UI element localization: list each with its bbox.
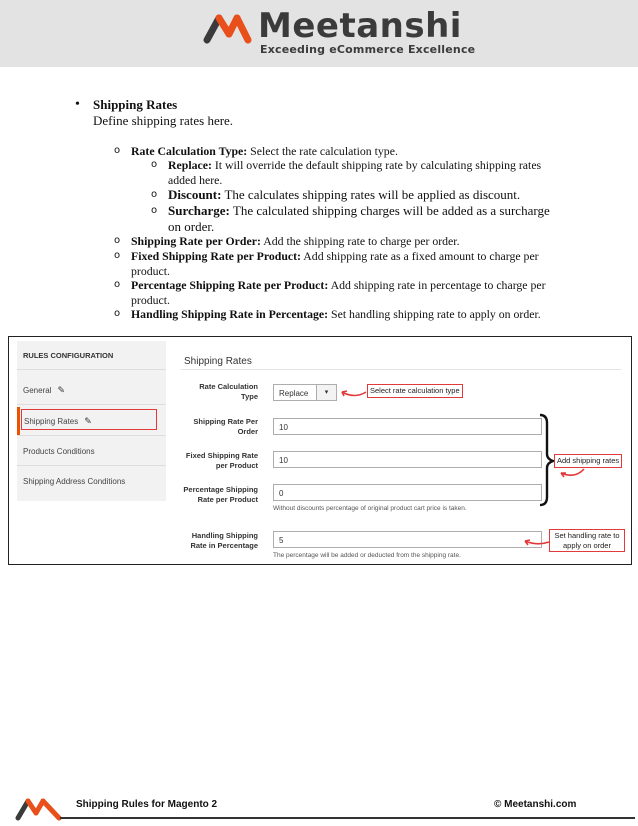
item-label: Percentage Shipping Rate per Product: [131, 278, 329, 292]
brand-name: Meetanshi [258, 6, 462, 46]
list-item-shipping-rate-per-order [114, 234, 460, 249]
pencil-icon: ✎ [84, 417, 92, 427]
arrow-select-type [342, 392, 366, 396]
list-item-replace [151, 158, 542, 187]
arrow-add-rates [561, 469, 584, 475]
label-line: Percentage Shipping [183, 485, 258, 494]
footer-copyright: © Meetanshi.com [494, 799, 577, 810]
item-text: Select the rate calculation type. [247, 144, 398, 158]
callout-handling [549, 529, 625, 552]
select-value: Replace [279, 389, 309, 398]
item-label: Rate Calculation Type: [131, 144, 248, 158]
sidebar-item-label: Shipping Rates [24, 417, 79, 426]
circle-bullet-icon: o [114, 145, 121, 156]
annotation-overlay [9, 337, 631, 564]
item-label: Replace: [168, 158, 212, 172]
section-bullet: • [75, 97, 80, 112]
circle-bullet-icon: o [114, 308, 121, 319]
fixed-shipping-rate-input[interactable]: 10 [273, 451, 542, 468]
item-text-wrap: product. [131, 292, 170, 307]
list-item-handling-shipping-rate [114, 307, 541, 322]
section-title: Shipping Rates [93, 97, 178, 112]
square-bullet-icon: o [151, 189, 158, 200]
label-line: Fixed Shipping Rate [185, 451, 258, 460]
percentage-note: Without discounts percentage of original product cart price is taken. [273, 505, 467, 512]
list-item-rate-calculation-type [114, 144, 398, 159]
item-label: Handling Shipping Rate in Percentage: [131, 307, 329, 321]
percentage-shipping-rate-input[interactable]: 0 [273, 484, 542, 501]
callout-select-type: Select rate calculation type [367, 384, 463, 398]
pencil-icon: ✎ [57, 386, 66, 396]
arrow-handling [525, 541, 549, 544]
label-line: Rate Calculation [199, 382, 258, 391]
item-text: The calculates shipping rates will be applied as discount. [221, 187, 521, 202]
callout-line: Set handling rate to [554, 531, 620, 540]
sidebar-item-products-conditions[interactable]: Products Conditions [23, 447, 95, 456]
label-line: per Product [215, 461, 258, 470]
label-line: Rate per Product [197, 495, 258, 504]
item-text-wrap: product. [131, 263, 170, 278]
handling-rate-input[interactable]: 5 [273, 531, 542, 548]
handling-note: The percentage will be added or deducted from the shipping rate. [273, 552, 461, 559]
item-text: Add shipping rate as a fixed amount to charge per [300, 249, 539, 263]
label-line: Handling Shipping [191, 531, 258, 540]
brand-tagline: Exceeding eCommerce Excellence [260, 43, 476, 56]
label-line: Rate in Percentage [190, 541, 258, 550]
item-label: Discount: [168, 187, 222, 202]
callout-line: apply on order [563, 540, 611, 550]
item-label: Fixed Shipping Rate per Product: [131, 249, 301, 263]
item-label: Shipping Rate per Order: [131, 234, 261, 248]
callout-add-rates: Add shipping rates [554, 454, 622, 468]
sidebar-item-shipping-address-conditions[interactable]: Shipping Address Conditions [23, 477, 126, 486]
footer-document-title: Shipping Rules for Magento 2 [76, 799, 218, 810]
item-text: It will override the default shipping rate by calculating shipping rates [211, 158, 542, 172]
list-item-percentage-shipping-rate [114, 278, 546, 307]
square-bullet-icon: o [151, 159, 158, 170]
brace-add-rates [540, 415, 553, 505]
admin-screenshot [8, 336, 632, 565]
list-item-discount [151, 187, 521, 203]
item-text: Add the shipping rate to charge per order. [260, 234, 460, 248]
label-line: Shipping Rate Per [193, 417, 258, 426]
circle-bullet-icon: o [114, 279, 121, 290]
sidebar-heading: RULES CONFIGURATION [23, 351, 114, 360]
list-item-surcharge [151, 203, 550, 235]
item-text-wrap: added here. [168, 172, 223, 187]
footer-logo-icon [15, 797, 63, 821]
item-text-wrap: on order. [168, 219, 215, 234]
item-text: Set handling shipping rate to apply on order. [328, 307, 541, 321]
chevron-down-icon: ▾ [316, 385, 336, 400]
sidebar-item-label: General [23, 386, 52, 395]
list-item-fixed-shipping-rate [114, 249, 539, 278]
circle-bullet-icon: o [114, 235, 121, 246]
page-header [0, 0, 638, 67]
footer-divider [60, 817, 635, 819]
shipping-rate-per-order-input[interactable]: 10 [273, 418, 542, 435]
square-bullet-icon: o [151, 205, 158, 216]
item-text: The calculated shipping charges will be added as a surcharge [229, 203, 550, 218]
panel-title: Shipping Rates [184, 356, 252, 367]
label-line: Type [241, 392, 258, 401]
item-text: Add shipping rate in percentage to charge per [328, 278, 546, 292]
section-description: Define shipping rates here. [93, 113, 234, 128]
meetanshi-logo-icon [203, 12, 253, 44]
circle-bullet-icon: o [114, 250, 121, 261]
item-label: Surcharge: [168, 203, 230, 218]
label-line: Order [237, 427, 258, 436]
